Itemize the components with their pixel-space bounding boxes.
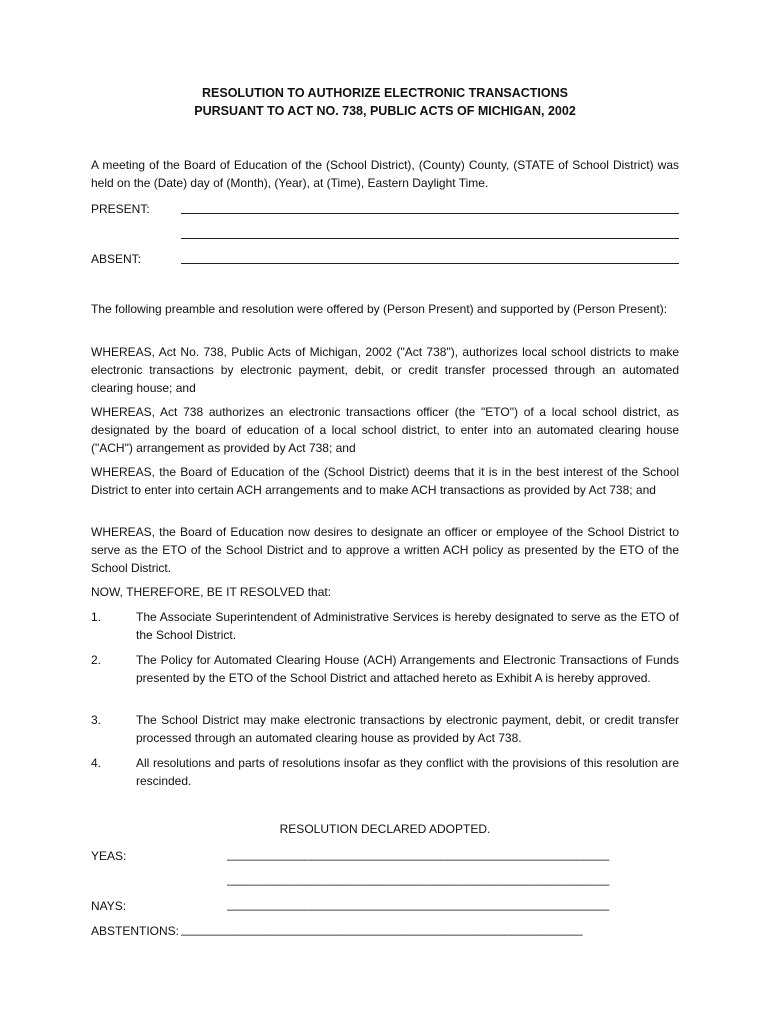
whereas-paragraph-1: WHEREAS, Act No. 738, Public Acts of Michigan, 2002 ("Act 738"), authorizes local school districts to make electronic transactions by electronic payment, debit, or credit transfer processed through an automated clearing house; and bbox=[91, 345, 679, 395]
declared-adopted-line: RESOLUTION DECLARED ADOPTED. bbox=[279, 822, 491, 836]
resolution-item-2: The Policy for Automated Clearing House (ACH) Arrangements and Electronic Transactions of Funds presented by the ETO of the School District and attached hereto as Exhibit A is hereby approved. bbox=[136, 653, 679, 685]
nays-line: ___________________________________________________________ bbox=[227, 897, 609, 911]
intro-paragraph: A meeting of the Board of Education of the (School District), (County) County, (STATE of School District) was held on the (Date) day of (Month), (Year), at (Time), Eastern Daylight Time. bbox=[91, 158, 679, 190]
preamble-paragraph: The following preamble and resolution were offered by (Person Present) and supported by (Person Present): bbox=[91, 302, 668, 316]
resolution-item-1: The Associate Superintendent of Administrative Services is hereby designated to serve as the ETO of the School District. bbox=[136, 610, 679, 642]
whereas-paragraph-4: WHEREAS, the Board of Education now desires to designate an officer or employee of the School District to serve as the ETO of the School District and to approve a written ACH policy as presented by the ETO of the School District. bbox=[91, 525, 679, 575]
yeas-line-1: ___________________________________________________________ bbox=[227, 847, 609, 861]
item-number: 2. bbox=[91, 653, 102, 667]
present-label: PRESENT: bbox=[91, 202, 150, 216]
resolution-item-3: The School District may make electronic transactions by electronic payment, debit, or credit transfer processed through an automated clearing house as provided by Act 738. bbox=[136, 713, 679, 745]
nays-label: NAYS: bbox=[91, 899, 127, 913]
item-number: 3. bbox=[91, 713, 102, 727]
now-therefore-line: NOW, THEREFORE, BE IT RESOLVED that: bbox=[91, 585, 332, 599]
absent-label: ABSENT: bbox=[91, 252, 142, 266]
absent-line bbox=[181, 263, 679, 264]
whereas-paragraph-3: WHEREAS, the Board of Education of the (School District) deems that it is in the best interest of the School District to enter into certain ACH arrangements and to make ACH transactions as provided by Act 738; and bbox=[91, 465, 679, 497]
title-line-2: PURSUANT TO ACT NO. 738, PUBLIC ACTS OF MICHIGAN, 2002 bbox=[194, 104, 576, 118]
abstentions-label: ABSTENTIONS: bbox=[91, 924, 180, 938]
yeas-label: YEAS: bbox=[91, 849, 127, 863]
item-number: 4. bbox=[91, 756, 102, 770]
yeas-line-2: ___________________________________________________________ bbox=[227, 872, 609, 886]
resolution-item-4: All resolutions and parts of resolutions insofar as they conflict with the provisions of this resolution are rescinded. bbox=[136, 756, 679, 788]
item-number: 1. bbox=[91, 610, 102, 624]
title-line-1: RESOLUTION TO AUTHORIZE ELECTRONIC TRANSACTIONS bbox=[202, 86, 568, 100]
present-line-2 bbox=[181, 238, 679, 239]
abstentions-line: ______________________________________________________________ bbox=[181, 922, 583, 936]
whereas-paragraph-2: WHEREAS, Act 738 authorizes an electronic transactions officer (the "ETO") of a local school district, as designated by the board of education of a local school district, to enter into an automated clearing house ("ACH") arrangement as provided by Act 738; and bbox=[91, 405, 679, 455]
present-line-1 bbox=[181, 213, 679, 214]
